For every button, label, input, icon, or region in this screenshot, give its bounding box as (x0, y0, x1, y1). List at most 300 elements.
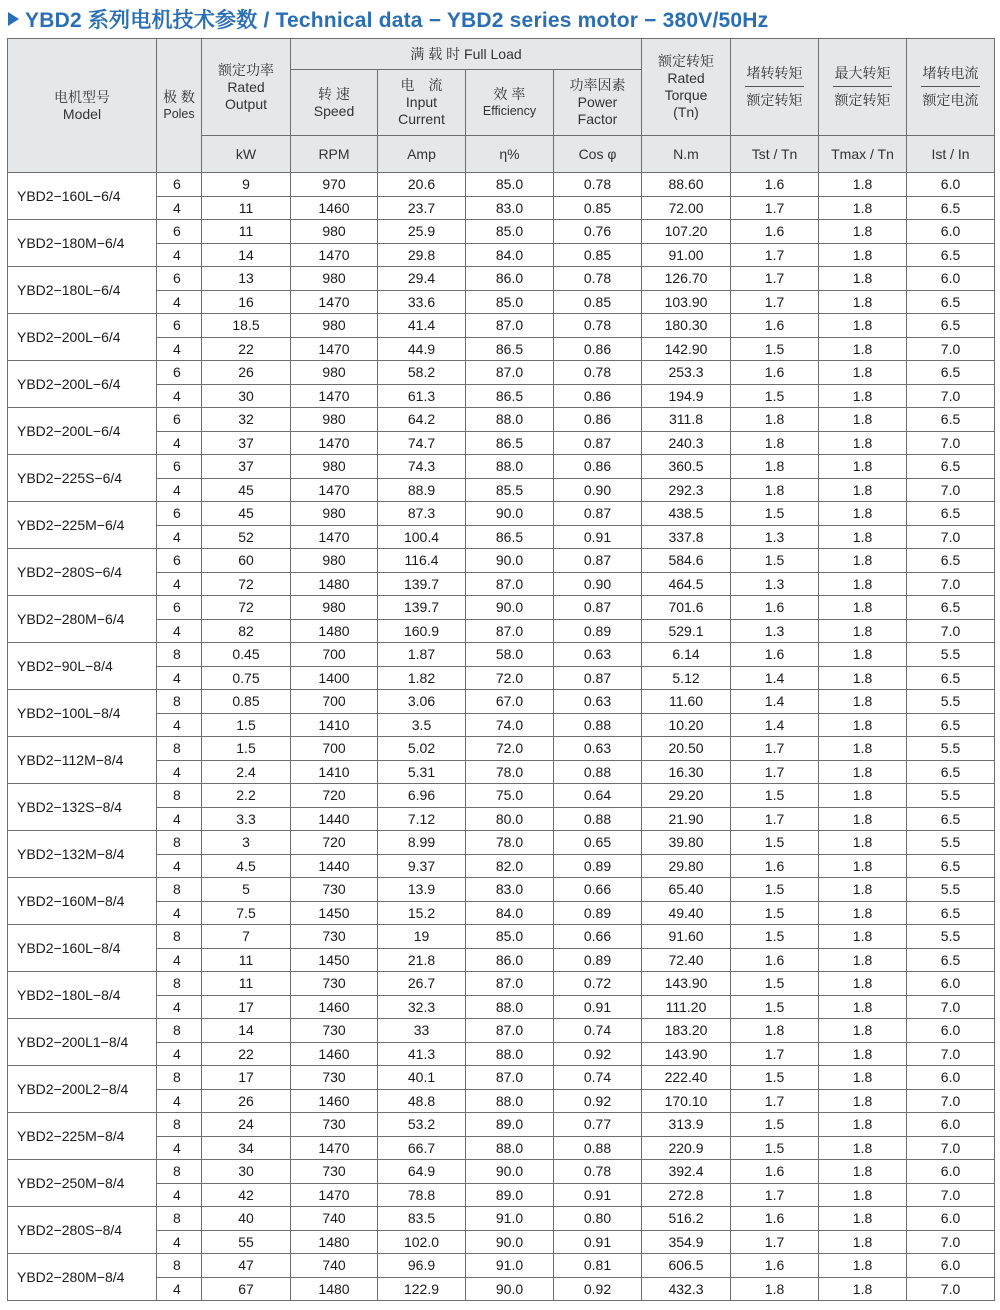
speed-cell: 730 (291, 878, 378, 902)
table-row (8, 431, 995, 455)
efficiency-cell: 86.5 (466, 384, 554, 408)
poles-cell: 4 (157, 1136, 202, 1160)
current-cell: 19 (378, 925, 466, 949)
speed-cell: 1470 (291, 337, 378, 361)
model-cell: YBD2−132S−8/4 (8, 784, 157, 831)
rated-torque-cell: 438.5 (642, 502, 731, 526)
efficiency-cell: 90.0 (466, 1160, 554, 1184)
header-power-factor: 功率因素 Power Factor (554, 70, 642, 136)
efficiency-cell: 87.0 (466, 619, 554, 643)
tmax-ratio-cell: 1.8 (819, 173, 907, 197)
rated-output-cell: 11 (202, 220, 291, 244)
tst-ratio-cell: 1.5 (731, 549, 819, 573)
table-row (8, 502, 995, 526)
rated-output-cell: 40 (202, 1207, 291, 1231)
power-factor-cell: 0.80 (554, 1207, 642, 1231)
ist-ratio-cell: 7.0 (907, 431, 995, 455)
ist-ratio-cell: 6.0 (907, 220, 995, 244)
ist-ratio-cell: 7.0 (907, 337, 995, 361)
unit-cell: Cos φ (554, 136, 642, 173)
speed-cell: 1470 (291, 290, 378, 314)
power-factor-cell: 0.66 (554, 925, 642, 949)
rated-torque-cell: 11.60 (642, 690, 731, 714)
header-rated-torque: 额定转矩 Rated Torque (Tn) (642, 39, 731, 136)
rated-torque-cell: 91.00 (642, 243, 731, 267)
power-factor-cell: 0.78 (554, 1160, 642, 1184)
speed-cell: 1470 (291, 243, 378, 267)
tst-ratio-cell: 1.5 (731, 925, 819, 949)
rated-output-cell: 72 (202, 572, 291, 596)
tmax-ratio-cell: 1.8 (819, 290, 907, 314)
rated-output-cell: 22 (202, 337, 291, 361)
power-factor-cell: 0.87 (554, 502, 642, 526)
efficiency-cell: 91.0 (466, 1207, 554, 1231)
power-factor-cell: 0.66 (554, 878, 642, 902)
efficiency-cell: 84.0 (466, 243, 554, 267)
rated-output-cell: 11 (202, 948, 291, 972)
page-title: YBD2 系列电机技术参数 / Technical data − YBD2 series motor − 380V/50Hz (25, 9, 769, 32)
rated-output-cell: 5 (202, 878, 291, 902)
speed-cell: 1460 (291, 1042, 378, 1066)
poles-cell: 8 (157, 1019, 202, 1043)
ist-ratio-cell: 5.5 (907, 831, 995, 855)
rated-output-cell: 47 (202, 1254, 291, 1278)
tmax-ratio-cell: 1.8 (819, 455, 907, 479)
tmax-ratio-cell: 1.8 (819, 549, 907, 573)
ist-ratio-cell: 6.5 (907, 361, 995, 385)
current-cell: 6.96 (378, 784, 466, 808)
tmax-ratio-cell: 1.8 (819, 384, 907, 408)
current-cell: 122.9 (378, 1277, 466, 1301)
efficiency-cell: 86.5 (466, 431, 554, 455)
header-current: 电 流 Input Current (378, 70, 466, 136)
ist-ratio-cell: 6.5 (907, 760, 995, 784)
efficiency-cell: 90.0 (466, 1277, 554, 1301)
tst-ratio-cell: 1.6 (731, 948, 819, 972)
poles-cell: 6 (157, 502, 202, 526)
power-factor-cell: 0.88 (554, 713, 642, 737)
table-row (8, 666, 995, 690)
current-cell: 64.2 (378, 408, 466, 432)
rated-output-cell: 4.5 (202, 854, 291, 878)
poles-cell: 4 (157, 995, 202, 1019)
rated-torque-cell: 16.30 (642, 760, 731, 784)
tmax-ratio-cell: 1.8 (819, 525, 907, 549)
efficiency-cell: 84.0 (466, 901, 554, 925)
efficiency-cell: 88.0 (466, 1042, 554, 1066)
tst-ratio-cell: 1.5 (731, 995, 819, 1019)
tmax-ratio-cell: 1.8 (819, 1019, 907, 1043)
efficiency-cell: 87.0 (466, 361, 554, 385)
table-header (8, 39, 995, 173)
rated-output-cell: 26 (202, 361, 291, 385)
rated-torque-cell: 49.40 (642, 901, 731, 925)
ist-ratio-cell: 6.5 (907, 243, 995, 267)
poles-cell: 8 (157, 690, 202, 714)
speed-cell: 980 (291, 455, 378, 479)
ist-ratio-cell: 7.0 (907, 478, 995, 502)
tmax-ratio-cell: 1.8 (819, 807, 907, 831)
tmax-ratio-cell: 1.8 (819, 431, 907, 455)
tst-ratio-cell: 1.3 (731, 525, 819, 549)
unit-cell: RPM (291, 136, 378, 173)
table-row (8, 290, 995, 314)
ist-ratio-cell: 6.5 (907, 502, 995, 526)
rated-torque-cell: 222.40 (642, 1066, 731, 1090)
efficiency-cell: 67.0 (466, 690, 554, 714)
tst-ratio-cell: 1.5 (731, 384, 819, 408)
rated-torque-cell: 311.8 (642, 408, 731, 432)
tst-ratio-cell: 1.4 (731, 690, 819, 714)
tmax-ratio-cell: 1.8 (819, 948, 907, 972)
poles-cell: 4 (157, 901, 202, 925)
efficiency-cell: 83.0 (466, 878, 554, 902)
tst-ratio-cell: 1.7 (731, 290, 819, 314)
rated-output-cell: 1.5 (202, 713, 291, 737)
power-factor-cell: 0.64 (554, 784, 642, 808)
current-cell: 64.9 (378, 1160, 466, 1184)
efficiency-cell: 86.5 (466, 525, 554, 549)
efficiency-cell: 85.0 (466, 925, 554, 949)
tst-ratio-cell: 1.5 (731, 784, 819, 808)
power-factor-cell: 0.92 (554, 1089, 642, 1113)
speed-cell: 1410 (291, 713, 378, 737)
speed-cell: 1470 (291, 525, 378, 549)
rated-output-cell: 9 (202, 173, 291, 197)
tmax-ratio-cell: 1.8 (819, 995, 907, 1019)
ist-ratio-cell: 6.5 (907, 196, 995, 220)
table-row (8, 619, 995, 643)
rated-output-cell: 60 (202, 549, 291, 573)
tst-ratio-cell: 1.5 (731, 1066, 819, 1090)
power-factor-cell: 0.87 (554, 666, 642, 690)
tst-ratio-cell: 1.7 (731, 1042, 819, 1066)
current-cell: 87.3 (378, 502, 466, 526)
table-row (8, 1113, 995, 1137)
speed-cell: 980 (291, 549, 378, 573)
ist-ratio-cell: 7.0 (907, 1230, 995, 1254)
rated-output-cell: 34 (202, 1136, 291, 1160)
poles-cell: 8 (157, 784, 202, 808)
current-cell: 33 (378, 1019, 466, 1043)
efficiency-cell: 88.0 (466, 408, 554, 432)
power-factor-cell: 0.88 (554, 760, 642, 784)
speed-cell: 1450 (291, 948, 378, 972)
rated-output-cell: 11 (202, 972, 291, 996)
rated-output-cell: 30 (202, 384, 291, 408)
power-factor-cell: 0.78 (554, 267, 642, 291)
rated-output-cell: 16 (202, 290, 291, 314)
ist-ratio-cell: 6.0 (907, 1066, 995, 1090)
ist-ratio-cell: 7.0 (907, 1136, 995, 1160)
tmax-ratio-cell: 1.8 (819, 1207, 907, 1231)
current-cell: 33.6 (378, 290, 466, 314)
header-efficiency: 效 率 Efficiency (466, 70, 554, 136)
rated-output-cell: 37 (202, 455, 291, 479)
current-cell: 116.4 (378, 549, 466, 573)
tst-ratio-cell: 1.3 (731, 572, 819, 596)
model-cell: YBD2−225M−8/4 (8, 1113, 157, 1160)
speed-cell: 730 (291, 1066, 378, 1090)
rated-torque-cell: 107.20 (642, 220, 731, 244)
current-cell: 26.7 (378, 972, 466, 996)
power-factor-cell: 0.85 (554, 196, 642, 220)
ist-ratio-cell: 7.0 (907, 619, 995, 643)
rated-torque-cell: 10.20 (642, 713, 731, 737)
current-cell: 44.9 (378, 337, 466, 361)
poles-cell: 4 (157, 948, 202, 972)
rated-torque-cell: 126.70 (642, 267, 731, 291)
rated-output-cell: 13 (202, 267, 291, 291)
tmax-ratio-cell: 1.8 (819, 478, 907, 502)
efficiency-cell: 89.0 (466, 1113, 554, 1137)
rated-torque-cell: 65.40 (642, 878, 731, 902)
power-factor-cell: 0.86 (554, 384, 642, 408)
rated-torque-cell: 20.50 (642, 737, 731, 761)
efficiency-cell: 88.0 (466, 1089, 554, 1113)
speed-cell: 1450 (291, 901, 378, 925)
tst-ratio-cell: 1.5 (731, 1136, 819, 1160)
rated-output-cell: 72 (202, 596, 291, 620)
poles-cell: 4 (157, 1042, 202, 1066)
current-cell: 78.8 (378, 1183, 466, 1207)
unit-cell: Ist / In (907, 136, 995, 173)
rated-torque-cell: 432.3 (642, 1277, 731, 1301)
tmax-ratio-cell: 1.8 (819, 760, 907, 784)
speed-cell: 1460 (291, 995, 378, 1019)
poles-cell: 8 (157, 1113, 202, 1137)
rated-torque-cell: 29.20 (642, 784, 731, 808)
ist-ratio-cell: 6.0 (907, 1160, 995, 1184)
header-poles: 极 数 Poles (157, 39, 202, 173)
table-row (8, 995, 995, 1019)
rated-output-cell: 42 (202, 1183, 291, 1207)
ist-ratio-cell: 6.5 (907, 549, 995, 573)
rated-torque-cell: 5.12 (642, 666, 731, 690)
poles-cell: 8 (157, 831, 202, 855)
tmax-ratio-cell: 1.8 (819, 854, 907, 878)
table-row (8, 220, 995, 244)
ist-ratio-cell: 6.5 (907, 854, 995, 878)
tmax-ratio-cell: 1.8 (819, 1113, 907, 1137)
table-row (8, 267, 995, 291)
model-cell: YBD2−250M−8/4 (8, 1160, 157, 1207)
rated-output-cell: 14 (202, 243, 291, 267)
speed-cell: 1410 (291, 760, 378, 784)
power-factor-cell: 0.86 (554, 337, 642, 361)
ist-ratio-cell: 7.0 (907, 1183, 995, 1207)
ist-ratio-cell: 5.5 (907, 878, 995, 902)
rated-torque-cell: 111.20 (642, 995, 731, 1019)
rated-output-cell: 2.2 (202, 784, 291, 808)
model-cell: YBD2−132M−8/4 (8, 831, 157, 878)
rated-torque-cell: 103.90 (642, 290, 731, 314)
efficiency-cell: 86.0 (466, 267, 554, 291)
power-factor-cell: 0.89 (554, 854, 642, 878)
efficiency-cell: 90.0 (466, 596, 554, 620)
current-cell: 29.8 (378, 243, 466, 267)
power-factor-cell: 0.87 (554, 549, 642, 573)
rated-torque-cell: 253.3 (642, 361, 731, 385)
power-factor-cell: 0.63 (554, 643, 642, 667)
table-row (8, 478, 995, 502)
rated-torque-cell: 392.4 (642, 1160, 731, 1184)
speed-cell: 700 (291, 737, 378, 761)
tmax-ratio-cell: 1.8 (819, 1136, 907, 1160)
tst-ratio-cell: 1.8 (731, 455, 819, 479)
speed-cell: 730 (291, 972, 378, 996)
ist-ratio-cell: 6.0 (907, 1019, 995, 1043)
table-row (8, 854, 995, 878)
unit-cell: N.m (642, 136, 731, 173)
efficiency-cell: 89.0 (466, 1183, 554, 1207)
power-factor-cell: 0.78 (554, 173, 642, 197)
tst-ratio-cell: 1.7 (731, 807, 819, 831)
efficiency-cell: 88.0 (466, 995, 554, 1019)
poles-cell: 4 (157, 666, 202, 690)
ist-ratio-cell: 5.5 (907, 643, 995, 667)
rated-output-cell: 37 (202, 431, 291, 455)
speed-cell: 1460 (291, 1089, 378, 1113)
poles-cell: 4 (157, 854, 202, 878)
ist-ratio-cell: 6.5 (907, 901, 995, 925)
tmax-ratio-cell: 1.8 (819, 196, 907, 220)
current-cell: 5.31 (378, 760, 466, 784)
ist-ratio-cell: 6.0 (907, 1113, 995, 1137)
current-cell: 41.4 (378, 314, 466, 338)
tst-ratio-cell: 1.5 (731, 1113, 819, 1137)
current-cell: 32.3 (378, 995, 466, 1019)
ist-ratio-cell: 5.5 (907, 784, 995, 808)
power-factor-cell: 0.87 (554, 596, 642, 620)
table-row (8, 831, 995, 855)
model-cell: YBD2−160L−6/4 (8, 173, 157, 220)
poles-cell: 4 (157, 337, 202, 361)
model-cell: YBD2−200L−6/4 (8, 408, 157, 455)
poles-cell: 4 (157, 1277, 202, 1301)
rated-output-cell: 2.4 (202, 760, 291, 784)
current-cell: 3.5 (378, 713, 466, 737)
poles-cell: 8 (157, 1207, 202, 1231)
speed-cell: 1470 (291, 1183, 378, 1207)
poles-cell: 4 (157, 1230, 202, 1254)
current-cell: 61.3 (378, 384, 466, 408)
poles-cell: 4 (157, 384, 202, 408)
table-row (8, 384, 995, 408)
poles-cell: 4 (157, 196, 202, 220)
speed-cell: 1470 (291, 478, 378, 502)
speed-cell: 1480 (291, 619, 378, 643)
tmax-ratio-cell: 1.8 (819, 690, 907, 714)
rated-torque-cell: 21.90 (642, 807, 731, 831)
tmax-ratio-cell: 1.8 (819, 1042, 907, 1066)
power-factor-cell: 0.90 (554, 478, 642, 502)
rated-torque-cell: 606.5 (642, 1254, 731, 1278)
model-cell: YBD2−160M−8/4 (8, 878, 157, 925)
speed-cell: 1400 (291, 666, 378, 690)
power-factor-cell: 0.65 (554, 831, 642, 855)
tst-ratio-cell: 1.4 (731, 666, 819, 690)
tst-ratio-cell: 1.7 (731, 1183, 819, 1207)
current-cell: 7.12 (378, 807, 466, 831)
tmax-ratio-cell: 1.8 (819, 267, 907, 291)
tmax-ratio-cell: 1.8 (819, 1089, 907, 1113)
tmax-ratio-cell: 1.8 (819, 713, 907, 737)
current-cell: 29.4 (378, 267, 466, 291)
tst-ratio-cell: 1.6 (731, 361, 819, 385)
poles-cell: 8 (157, 972, 202, 996)
poles-cell: 6 (157, 220, 202, 244)
power-factor-cell: 0.88 (554, 807, 642, 831)
rated-output-cell: 24 (202, 1113, 291, 1137)
ist-ratio-cell: 6.5 (907, 948, 995, 972)
current-cell: 20.6 (378, 173, 466, 197)
ist-ratio-cell: 6.0 (907, 972, 995, 996)
poles-cell: 6 (157, 455, 202, 479)
header-locked-rotor-torque: 堵转转矩 额定转矩 (731, 39, 819, 136)
tmax-ratio-cell: 1.8 (819, 1183, 907, 1207)
table-body (8, 173, 995, 1301)
speed-cell: 1440 (291, 854, 378, 878)
triangle-bullet-icon (8, 12, 19, 26)
tst-ratio-cell: 1.7 (731, 1230, 819, 1254)
table-row (8, 361, 995, 385)
speed-cell: 970 (291, 173, 378, 197)
table-row (8, 878, 995, 902)
rated-output-cell: 45 (202, 502, 291, 526)
ist-ratio-cell: 6.0 (907, 173, 995, 197)
rated-output-cell: 17 (202, 995, 291, 1019)
tmax-ratio-cell: 1.8 (819, 1230, 907, 1254)
table-row (8, 455, 995, 479)
table-row (8, 1254, 995, 1278)
poles-cell: 4 (157, 243, 202, 267)
poles-cell: 4 (157, 431, 202, 455)
tst-ratio-cell: 1.6 (731, 314, 819, 338)
rated-output-cell: 55 (202, 1230, 291, 1254)
poles-cell: 6 (157, 267, 202, 291)
ist-ratio-cell: 7.0 (907, 1042, 995, 1066)
power-factor-cell: 0.78 (554, 361, 642, 385)
poles-cell: 4 (157, 713, 202, 737)
table-row (8, 173, 995, 197)
tst-ratio-cell: 1.5 (731, 831, 819, 855)
technical-data-table (7, 38, 995, 1301)
table-row (8, 314, 995, 338)
rated-output-cell: 3 (202, 831, 291, 855)
power-factor-cell: 0.74 (554, 1019, 642, 1043)
power-factor-cell: 0.74 (554, 1066, 642, 1090)
efficiency-cell: 78.0 (466, 831, 554, 855)
table-row (8, 807, 995, 831)
table-row (8, 1277, 995, 1301)
efficiency-cell: 87.0 (466, 1019, 554, 1043)
tmax-ratio-cell: 1.8 (819, 502, 907, 526)
tst-ratio-cell: 1.5 (731, 878, 819, 902)
tmax-ratio-cell: 1.8 (819, 643, 907, 667)
tmax-ratio-cell: 1.8 (819, 972, 907, 996)
table-row (8, 1160, 995, 1184)
efficiency-cell: 72.0 (466, 666, 554, 690)
table-row (8, 643, 995, 667)
power-factor-cell: 0.91 (554, 525, 642, 549)
power-factor-cell: 0.86 (554, 408, 642, 432)
current-cell: 8.99 (378, 831, 466, 855)
poles-cell: 6 (157, 408, 202, 432)
rated-torque-cell: 529.1 (642, 619, 731, 643)
table-row (8, 337, 995, 361)
poles-cell: 4 (157, 1183, 202, 1207)
